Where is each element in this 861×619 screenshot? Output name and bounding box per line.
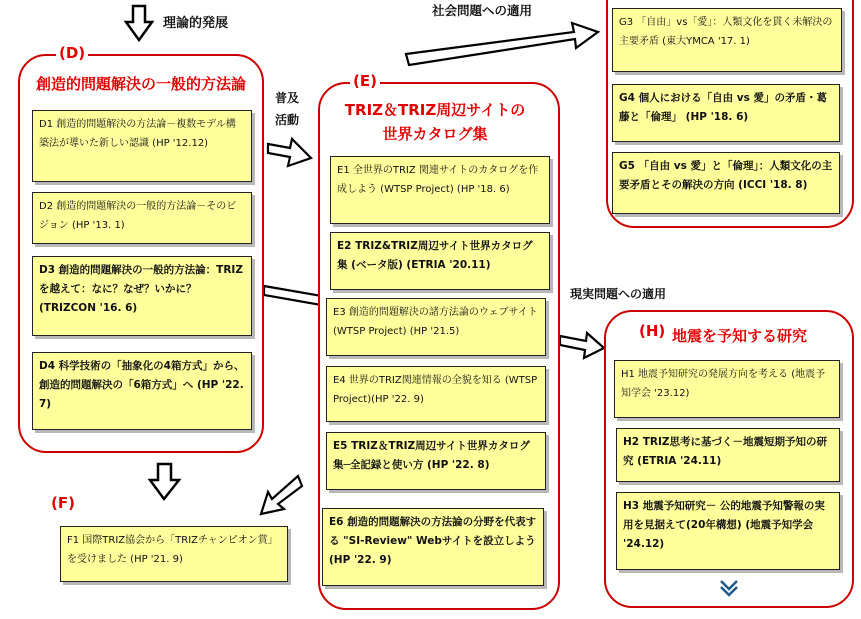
card-h1: H1 地震予知研究の発展方向を考える (地震予知学会 '23.12) xyxy=(614,360,840,418)
group-h-tag: (H) xyxy=(636,322,668,340)
group-h-title: 地震を予知する研究 xyxy=(672,327,808,345)
card-e4: E4 世界のTRIZ関連情報の全貌を知る (WTSP Project)(HP '22. 9) xyxy=(326,366,546,422)
card-g4: G4 個人における「自由 vs 愛」の矛盾・葛藤と「倫理」 (HP '18. 6) xyxy=(612,84,840,142)
arrow-left-icon xyxy=(258,474,304,518)
group-d-title: 創造的問題解決の一般的方法論 xyxy=(35,75,246,93)
card-g5: G5 「自由 vs 愛」と「倫理」：人類文化の主要矛盾とその解決の方向 (ICCI '18. 8) xyxy=(612,152,840,214)
arrow-right-icon xyxy=(266,136,316,170)
group-e-tag: (E) xyxy=(350,72,380,90)
activities-label: 活動 xyxy=(275,113,300,127)
card-e1: E1 全世界のTRIZ 関連サイトのカタログを作成しよう (WTSP Project) (HP '18. 6) xyxy=(330,156,550,224)
card-g3: G3 「自由」vs「愛」：人類文化を貫く未解決の主要矛盾 (東大YMCA '17. 1) xyxy=(612,8,842,72)
card-d4: D4 科学技術の「抽象化の4箱方式」から、創造的問題解決の「6箱方式」へ (HP '22. 7) xyxy=(32,352,252,430)
card-e6: E6 創造的問題解決の方法論の分野を代表する "SI-Review" Webサイトを設立しよう (HP '22. 9) xyxy=(322,508,544,586)
card-d2: D2 創造的問題解決の一般的方法論－そのビジョン (HP '13. 1) xyxy=(32,192,252,244)
arrow-right-icon xyxy=(404,18,604,68)
arrow-down-icon xyxy=(124,4,154,44)
group-f-tag: (F) xyxy=(48,494,78,512)
connector-d-e xyxy=(262,283,324,309)
group-d-tag: (D) xyxy=(56,44,88,62)
card-e5: E5 TRIZ＆TRIZ周辺サイト世界カタログ集─全記録と使い方 (HP '22. 8) xyxy=(326,432,546,490)
card-e2: E2 TRIZ&TRIZ周辺サイト世界カタログ集 (ベータ版) (ETRIA '20.11) xyxy=(330,232,550,290)
theory-development-label: 理論的発展 xyxy=(163,16,229,31)
card-f1: F1 国際TRIZ協会から「TRIZチャンピオン賞」を受けました (HP '21. 9) xyxy=(60,526,288,582)
social-application-label: 社会問題への適用 xyxy=(432,3,533,18)
card-d1: D1 創造的問題解決の方法論－複数モデル構築法が導いた新しい認識 (HP '12.12) xyxy=(32,110,252,182)
arrow-right-icon xyxy=(558,332,608,362)
group-e-title-2: 世界カタログ集 xyxy=(382,125,488,143)
arrow-down-icon xyxy=(148,462,182,502)
popularize-label: 普及 xyxy=(275,91,300,105)
card-e3: E3 創造的問題解決の諸方法論のウェブサイト (WTSP Project) (HP '21.5) xyxy=(326,298,546,356)
group-e-title-1: TRIZ＆TRIZ周辺サイトの xyxy=(344,101,526,119)
chevron-down-icon[interactable] xyxy=(718,578,740,598)
card-h2: H2 TRIZ思考に基づく－地震短期予知の研究 (ETRIA '24.11) xyxy=(616,428,840,482)
card-d3: D3 創造的問題解決の一般的方法論：TRIZを越えて：なに？なぜ？いかに？ (TRIZCON '16. 6) xyxy=(32,256,252,336)
card-h3: H3 地震予知研究－ 公的地震予知警報の実用を見据えて(20年構想) (地震予知学会 '24.12) xyxy=(616,492,840,570)
real-application-label: 現実問題への適用 xyxy=(570,287,667,301)
